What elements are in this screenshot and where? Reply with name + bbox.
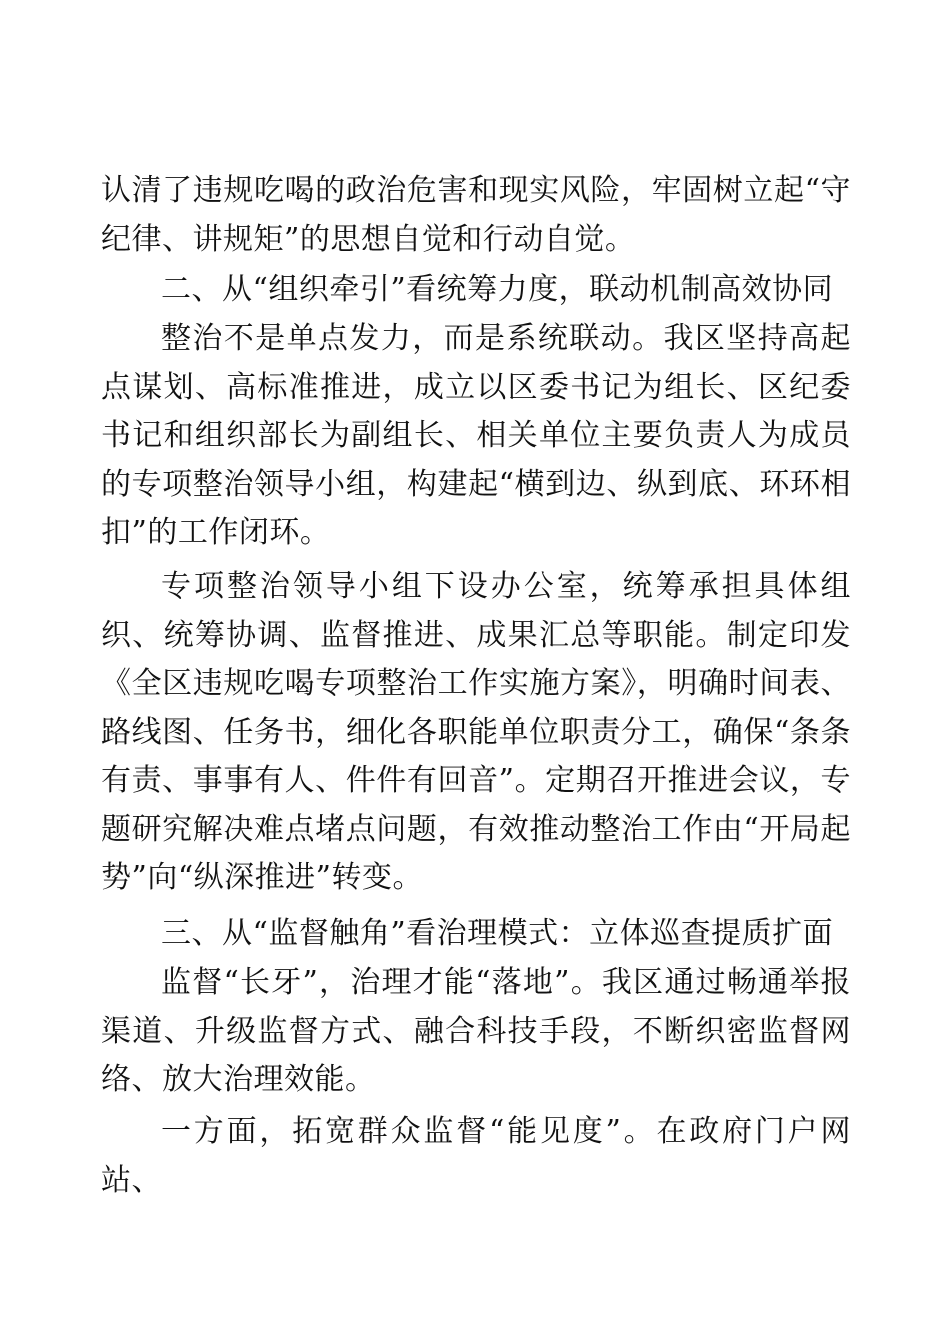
section-heading-2: 二、从“组织牵引”看统筹力度，联动机制高效协同 (161, 272, 834, 307)
paragraph-section2-office: 专项整治领导小组下设办公室，统筹承担具体组织、统筹协调、监督推进、成果汇总等职能。制定印发《全区违规吃喝专项整治工作实施方案》，明确时间表、路线图、任务书，细化各职能单位职责分工，确保“条条有责、事事有人、件件有回音”。定期召开推进会议，专题研究解决难点堵点问题，有效推动整治工作由“开局起势”向“纵深推进”转变。 (101, 569, 851, 895)
paragraph-section3-first: 一方面，拓宽群众监督“能见度”。在政府门户网站、 (101, 1114, 851, 1198)
paragraph-continuation: 认清了违规吃喝的政治危害和现实风险，牢固树立起“守纪律、讲规矩”的思想自觉和行动自觉。 (101, 173, 851, 257)
section-heading-3: 三、从“监督触角”看治理模式：立体巡查提质扩面 (161, 916, 834, 951)
paragraph-section3-intro: 监督“长牙”，治理才能“落地”。我区通过畅通举报渠道、升级监督方式、融合科技手段，不断织密监督网络、放大治理效能。 (101, 965, 851, 1097)
paragraph-section2-intro: 整治不是单点发力，而是系统联动。我区坚持高起点谋划、高标准推进，成立以区委书记为组长、区纪委书记和组织部长为副组长、相关单位主要负责人为成员的专项整治领导小组，构建起“横到边、纵到底、环环相扣”的工作闭环。 (101, 321, 851, 550)
